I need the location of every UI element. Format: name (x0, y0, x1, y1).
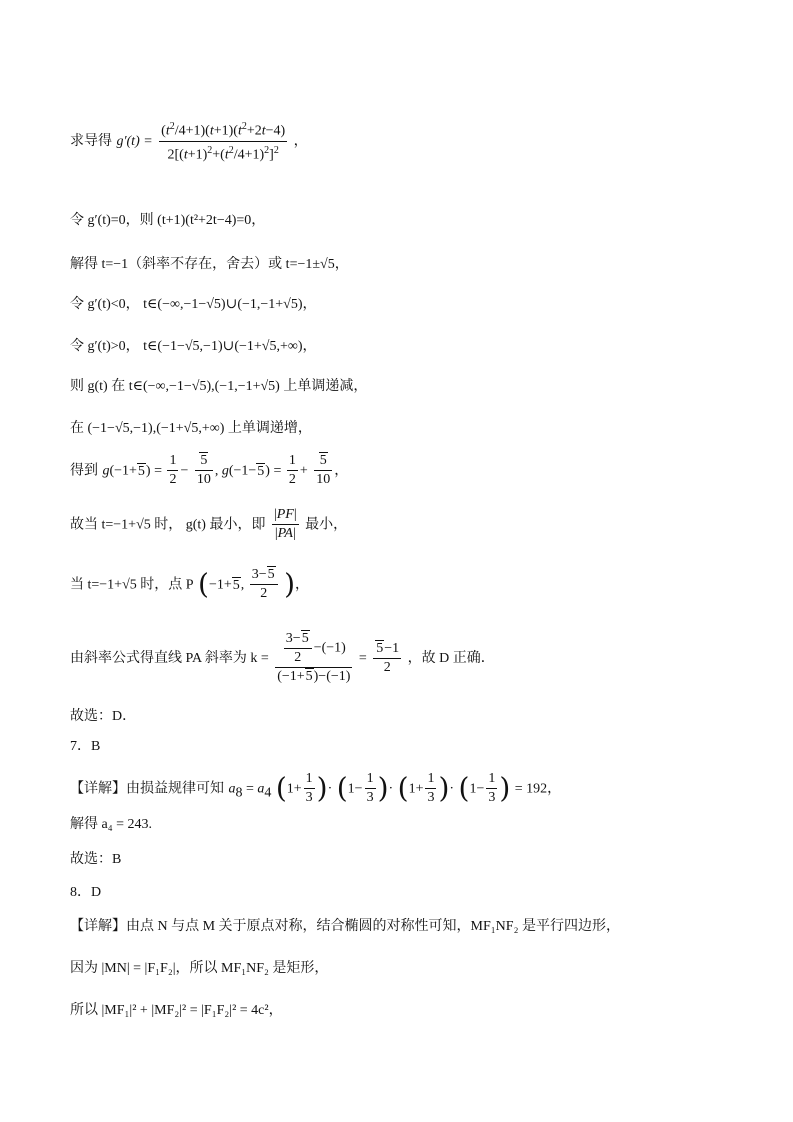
line-16: 故选：B (70, 852, 122, 867)
line-8-prefix: 得到 (70, 462, 98, 479)
line-20: 所以 |MF₁|² + |MF₂|² = |F₁F₂|² = 4c²， (70, 1003, 283, 1018)
line-12: 故选：D． (70, 709, 137, 724)
line-5: 令 g′(t)>0， t∈(−1−√5,−1)∪(−1+√5,+∞)， (70, 339, 317, 354)
line-13: 7．B (70, 739, 101, 754)
line-10-prefix: 当 t=−1+√5 时，点 P (70, 577, 194, 593)
line-10: 当 t=−1+√5 时，点 P (−1+5, $\frac{3-5}{2}$ )， (70, 567, 310, 601)
line-7: 在 (−1−√5,−1),(−1+√5,+∞) 上单调递增， (70, 421, 312, 436)
line-8: 得到 g(−1+5) = $\frac{1}{2}$ − $\frac{5}{10}$ , g(−1−5) = $\frac{1}{2}$ + $\frac{5}{10}$ ， (70, 453, 349, 487)
line-11-suffix: ，故 D 正确． (407, 651, 495, 666)
derivative-prefix: 求导得 (70, 133, 112, 150)
line-11: 由斜率公式得直线 PA 斜率为 k = $\frac{3-5}{2}$ −(−1) (−1+5)−(−1) = $\frac{5-1}{2}$ ，故 D 正确． (70, 631, 495, 684)
derivative-line: 求导得 g′(t) = $\frac{(t^2/4+1)(t+1)(t^2+2t-4)}{2[(t+1)^2+(t^2/4+1)^2]^2}$ ， (70, 118, 308, 164)
line-11-prefix: 由斜率公式得直线 PA 斜率为 k = (70, 651, 269, 666)
line-17: 8．D (70, 885, 102, 900)
line-9: 故当 t=−1+√5 时， g(t) 最小，即 $\frac{|PF|}{|PA|}$ 最小， (70, 507, 348, 541)
line-6: 则 g(t) 在 t∈(−∞,−1−√5),(−1,−1+√5) 上单调递减， (70, 379, 368, 394)
line-14-prefix: 【详解】由损益规律可知 (70, 780, 224, 797)
line-2: 令 g′(t)=0，则 (t+1)(t²+2t−4)=0， (70, 213, 266, 228)
derivative-fraction: $\frac{(t^2/4+1)(t+1)(t^2+2t-4)}{2[(t+1)^2+(t^2/4+1)^2]^2}$ (159, 118, 287, 164)
derivative-g-prime: g′(t) = (116, 134, 153, 150)
line-9-suffix: 最小， (305, 516, 348, 533)
line-3: 解得 t=−1（斜率不存在，舍去）或 t=−1±√5， (70, 257, 349, 272)
line-19: 因为 |MN| = |F₁F₂|，所以 MF₁NF₂ 是矩形， (70, 961, 329, 976)
line-14: 【详解】由损益规律可知 $a_8 = a_4$ (1+ $\frac{1}{3}$ )· (1− $\frac{1}{3}$ )· (1+ $\frac{1}{3}$ )· (1− $\frac{1}{3}$ ) = 192， (70, 771, 562, 805)
line-18: 【详解】由点 N 与点 M 关于原点对称，结合椭圆的对称性可知，MF₁NF₂ 是平行四边形， (70, 919, 620, 934)
line-15: 解得 a₄ = 243. (70, 817, 152, 832)
line-4: 令 g′(t)<0， t∈(−∞,−1−√5)∪(−1,−1+√5)， (70, 297, 317, 312)
line-9-prefix: 故当 t=−1+√5 时， g(t) 最小，即 (70, 517, 266, 533)
